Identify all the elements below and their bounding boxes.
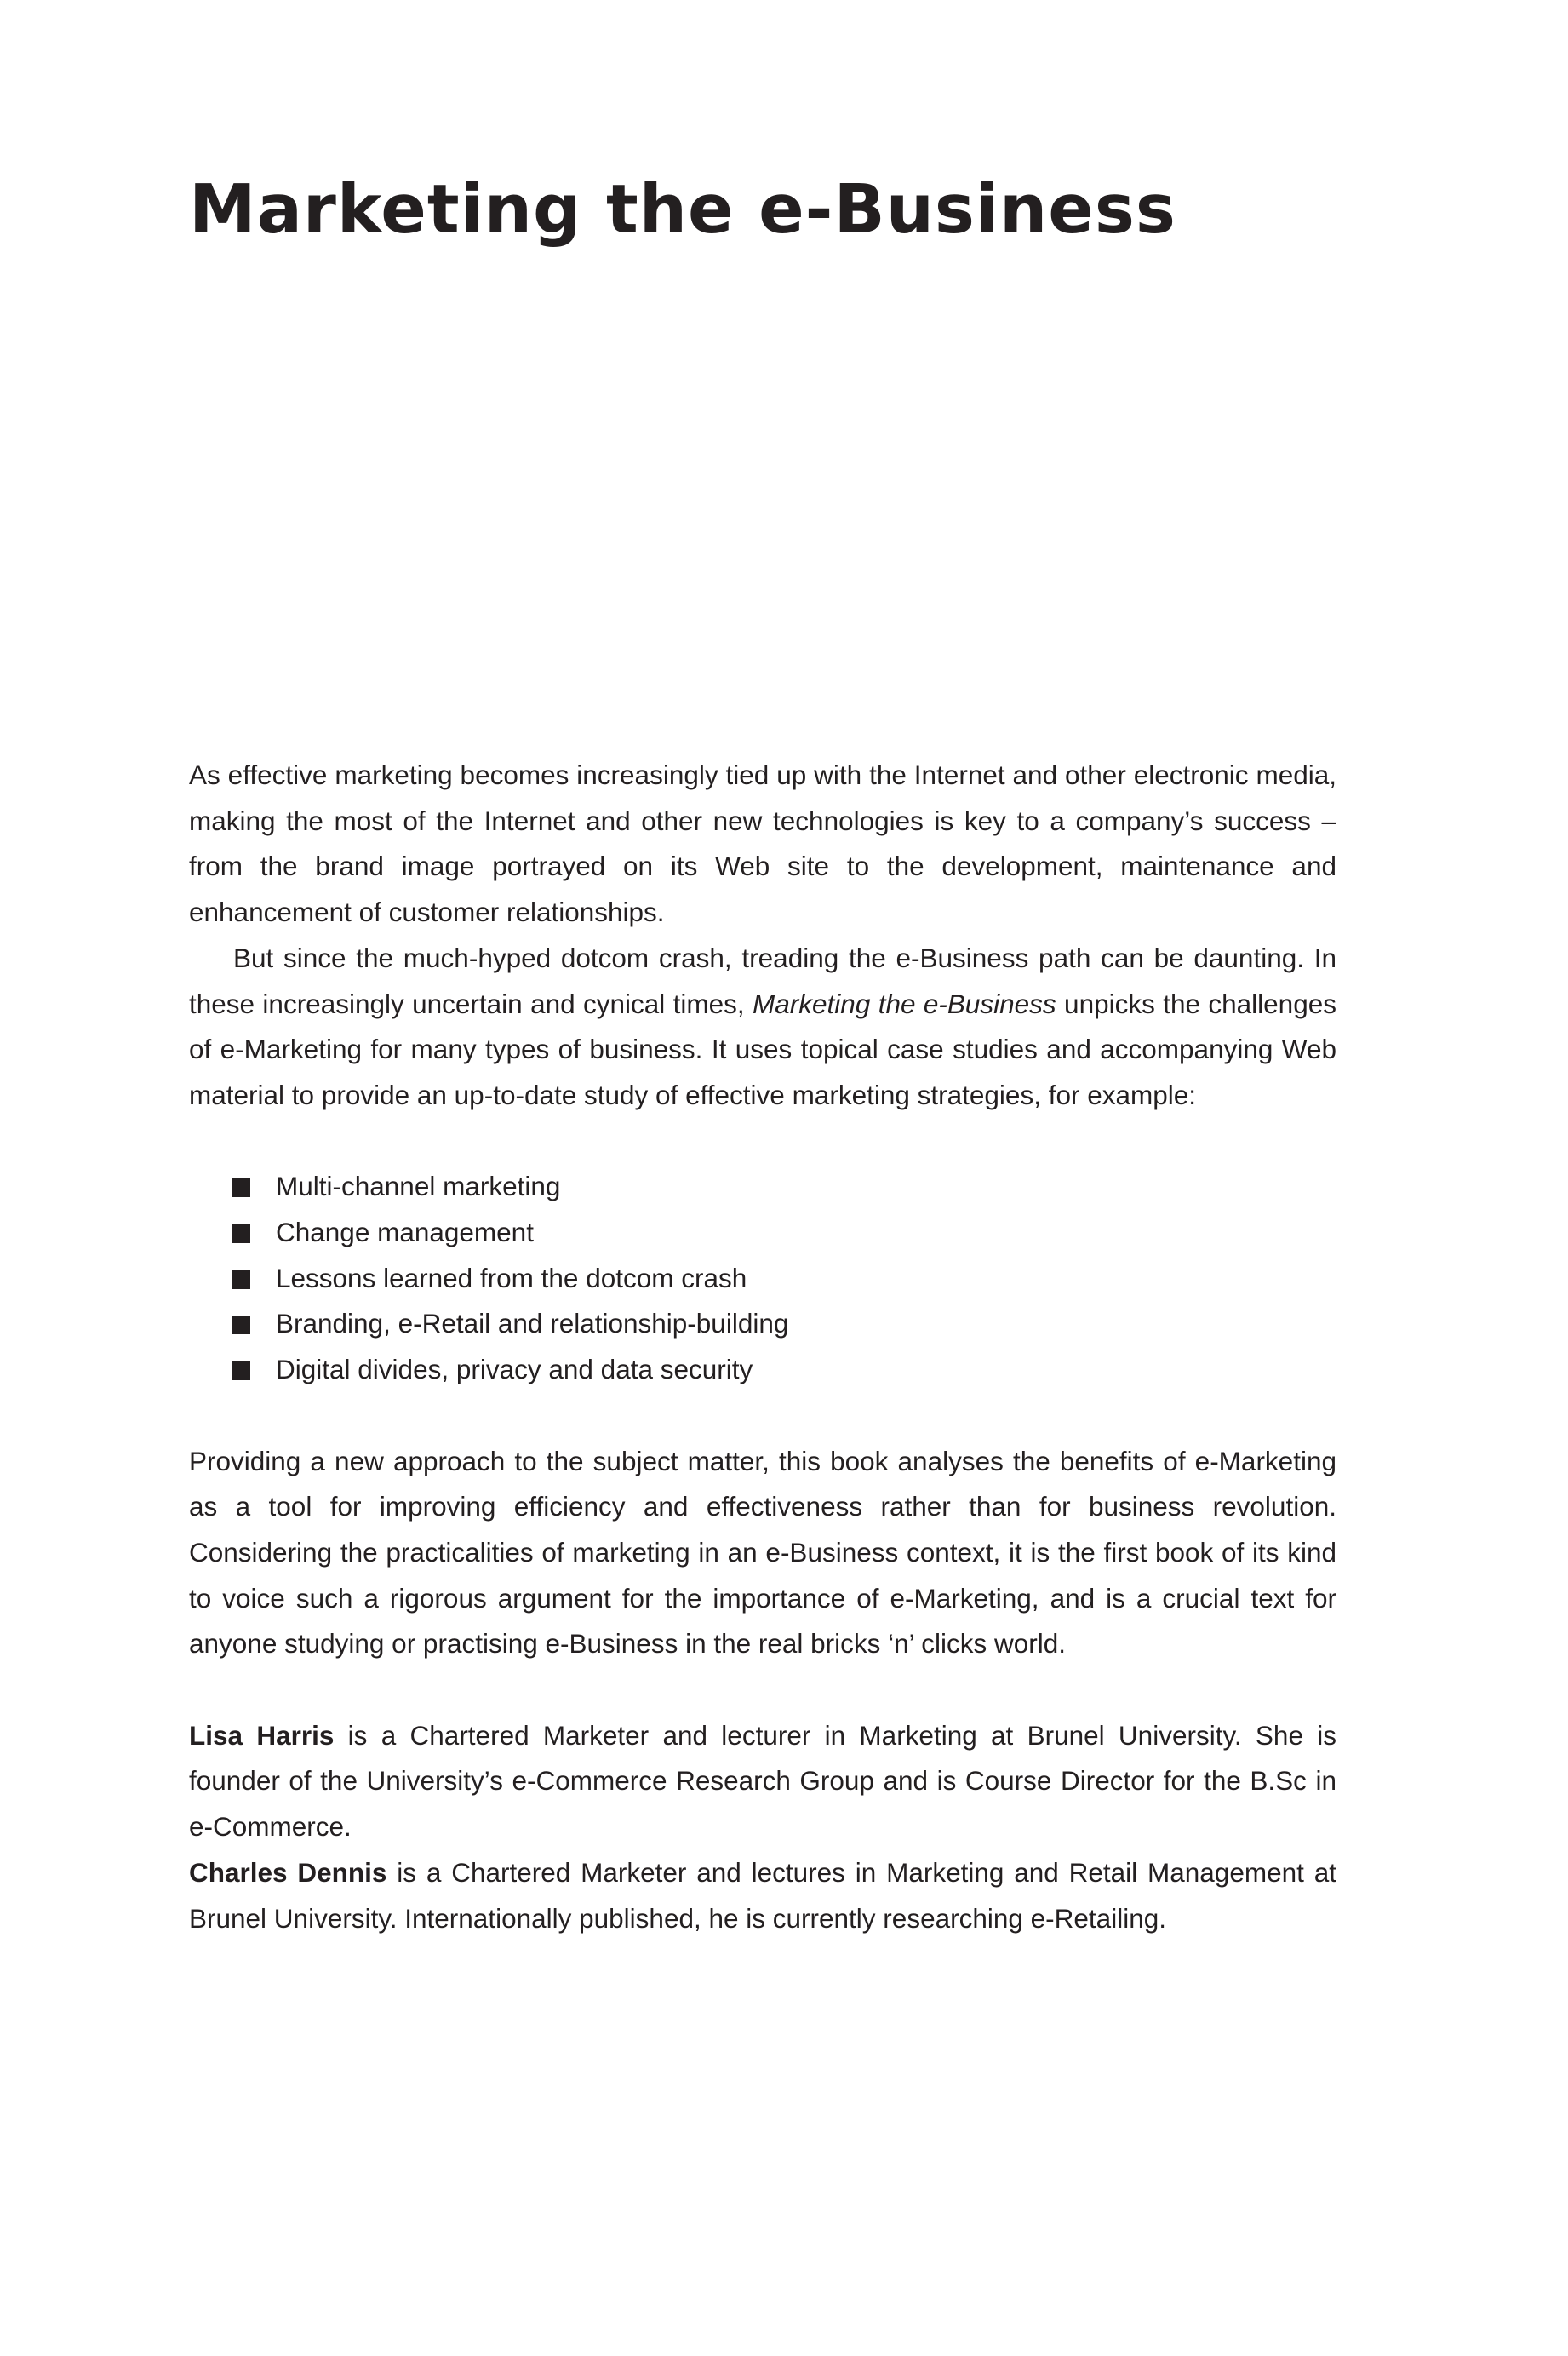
square-bullet-icon	[232, 1361, 250, 1380]
spacer	[189, 1667, 1336, 1713]
author-bio-lisa-harris	[189, 1713, 1336, 1850]
author-bio-text: is a Chartered Marketer and lectures in Marketing and Retail Management at Brunel University. Internationally published, he is currently researching e-Retailing.	[189, 1856, 1336, 1934]
book-title-italic: Marketing the e-Business	[753, 988, 1056, 1019]
list-item-label: Lessons learned from the dotcom crash	[276, 1262, 747, 1293]
list-item-label: Branding, e-Retail and relationship-building	[276, 1308, 789, 1339]
topics-list	[189, 1164, 1336, 1393]
author-name: Lisa Harris	[189, 1719, 335, 1751]
book-title: Marketing the e-Business	[189, 170, 1176, 249]
approach-paragraph: Providing a new approach to the subject matter, this book analyses the benefits of e-Marketing as a tool for improving efficiency and effectiveness rather than for business revolution. Considering the practicalities of marketing in an e-Business context, it is the first book of its kind to voice such a rigorous argument for the importance of e-Marketing, and is a crucial text for anyone studying or practising e-Business in the real bricks ‘n’ clicks world.	[189, 1445, 1336, 1660]
spacer	[189, 1393, 1336, 1439]
square-bullet-icon	[232, 1178, 250, 1197]
list-item	[232, 1256, 1336, 1302]
intro-paragraph-2	[189, 936, 1336, 1119]
spacer	[189, 1119, 1336, 1165]
list-item	[232, 1347, 1336, 1393]
list-item	[232, 1164, 1336, 1210]
author-bio-text: is a Chartered Marketer and lecturer in Marketing at Brunel University. She is founder of the University’s e-Commerce Research Group and is Course Director for the B.Sc in e-Commerce.	[189, 1719, 1336, 1843]
list-item-label: Multi-channel marketing	[276, 1171, 561, 1202]
intro-paragraph-2-start: But since the much-hyped dotcom crash, treading the e-Business path can be daunting. In these increasingly uncertain and cynical times,	[189, 942, 1336, 1019]
intro-paragraph-2-end: unpicks the challenges of e-Marketing for many types of business. It uses topical case studies and accompanying Web material to provide an up-to-date study of effective marketing strategies, for example:	[189, 988, 1336, 1110]
list-item	[232, 1301, 1336, 1347]
author-bio-charles-dennis	[189, 1850, 1336, 1941]
square-bullet-icon	[232, 1270, 250, 1289]
square-bullet-icon	[232, 1316, 250, 1334]
list-item-label: Digital divides, privacy and data security	[276, 1354, 753, 1385]
square-bullet-icon	[232, 1224, 250, 1243]
intro-paragraph-1: As effective marketing becomes increasingly tied up with the Internet and other electronic media, making the most of the Internet and other new technologies is key to a company’s success – from the brand image portrayed on its Web site to the development, maintenance and enhancement of customer relationships.	[189, 760, 1336, 928]
author-name: Charles Dennis	[189, 1856, 387, 1888]
list-item-label: Change management	[276, 1217, 534, 1248]
blurb-body	[189, 753, 1336, 1941]
list-item	[232, 1210, 1336, 1256]
